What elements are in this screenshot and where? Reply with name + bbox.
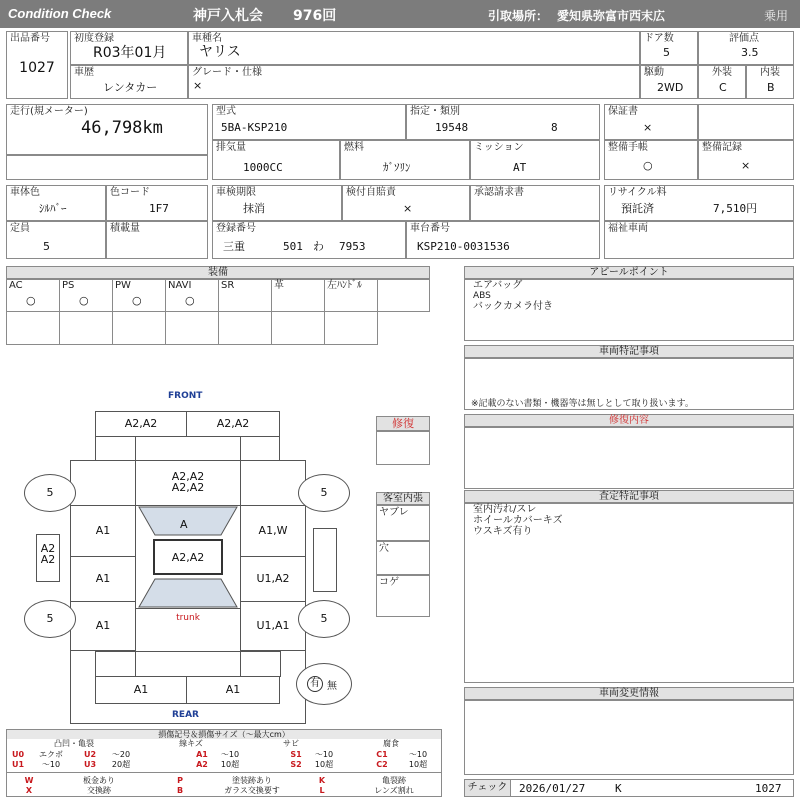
auction-name: 神戸入札会 [193,8,263,24]
rear-bumper-left: A1 [95,676,187,704]
record-value: × [741,159,751,172]
legend-desc-k: 亀裂跡 [382,776,406,785]
right-fender: A1,W [240,505,306,557]
check-date: 2026/01/27 [519,782,586,795]
front-bumper-left: A2,A2 [95,411,187,437]
check-footer [464,779,794,797]
warranty-box [604,104,698,140]
welfare-box [604,221,794,259]
assessment-title: 査定特記事項 [464,490,794,503]
legend-desc-p: 塗装跡あり [232,776,272,785]
legend-desc-c2: 10超 [408,760,428,769]
recycle-label: リサイクル料 [608,187,667,198]
exterior-label: 外装 [712,67,732,78]
mileage-box [6,104,208,155]
assessment-box [464,503,794,683]
equip-ac [6,279,60,312]
taillight-right [240,651,281,677]
grade-box [188,65,640,99]
tire-front-left: 5 [24,474,76,512]
history-label: 車歴 [74,67,94,78]
footer-lot-number: 1027 [755,782,782,795]
equip-ps-value: ○ [79,294,89,307]
score-box [698,31,794,65]
car-name-value: ヤリス [199,44,241,60]
lot-number-box [6,31,68,99]
legend-code-k: K [318,776,326,785]
legend-code-s1: S1 [290,750,302,759]
first-registration-box [70,31,188,65]
tire-rear-left: 5 [24,600,76,638]
designation-box [406,104,600,140]
appeal-title: アピールポイント [464,266,794,279]
car-diagram [0,388,376,720]
grade-value: × [193,79,203,92]
recycle-amount: 7,510円 [713,202,758,215]
legend-code-a2: A2 [196,760,208,769]
exterior-value: C [719,81,727,94]
legend-code-p: P [177,776,183,785]
mileage-value: 46,798km [81,118,163,138]
category-label: 乗用 [764,9,789,23]
drive-box [640,65,698,99]
repair-label: 修復 [376,416,430,431]
record-box [698,140,794,180]
model-value: 5BA-KSP210 [221,121,288,134]
mileage-sub-box [6,155,208,180]
manual-label: 整備手帳 [608,142,648,153]
plate-kana: わ [313,240,324,253]
interior-tear-box [376,505,430,541]
legend-desc-u3: 20超 [111,760,131,769]
legend-desc-u2: 〜20 [111,750,131,759]
hood-panel [135,460,241,506]
checker: K [615,782,622,795]
interior-hole-box [376,541,430,575]
body-color-box [6,185,106,221]
car-name-box [188,31,640,65]
assessment-line-1: 室内汚れ/スレ [473,504,537,515]
legend-code-u2: U2 [83,750,97,759]
recycle-status: 預託済 [621,202,654,215]
liability-label: 検付自賠責 [346,187,396,198]
windshield-text: A [180,518,188,531]
plate-region: 三重 [223,240,245,253]
legend-code-b: B [176,786,184,795]
hood-text-1: A2,A2 [171,470,205,483]
liability-value: × [403,202,413,215]
interior-label: 内装 [760,67,780,78]
equip-row2-7 [324,311,378,345]
body-color-label: 車体色 [10,187,40,198]
chassis-value: KSP210-0031536 [417,240,510,253]
equip-lhd [324,279,378,312]
score-label: 評価点 [729,33,759,44]
legend-code-l: L [319,786,325,795]
capacity-label: 定員 [10,223,30,234]
session-number: 976回 [293,8,337,24]
equipment-title: 装備 [6,266,430,279]
inspection-label: 車検期限 [216,187,256,198]
special-title: 車両特記事項 [464,345,794,358]
equip-pw-label: PW [115,280,131,291]
right-mirror [313,528,337,592]
legend-title: 損傷記号＆損傷サイズ（〜最大cm） [7,730,441,739]
check-label: チェック [465,780,511,796]
hood-text-2: A2,A2 [171,481,205,494]
spare-no: 無 [327,681,337,692]
rear-bumper-right: A1 [186,676,280,704]
fuel-label: 燃料 [344,142,364,153]
repair-content-box [464,427,794,489]
legend-desc-a2: 10超 [220,760,240,769]
equip-lhd-label: 左ﾊﾝﾄﾞﾙ [327,280,362,291]
drive-label: 駆動 [644,67,664,78]
fuel-box [340,140,470,180]
equip-row2-1 [6,311,60,345]
tire-front-right: 5 [298,474,350,512]
legend-group-corrosion: 腐食 [383,739,399,748]
legend-group-scratch: 線キズ [179,739,203,748]
manual-box [604,140,698,180]
trunk-panel [135,608,241,652]
legend-desc-a1: 〜10 [220,750,240,759]
capacity-value: 5 [43,240,50,253]
legend-code-c1: C1 [376,750,388,759]
taillight-left [95,651,136,677]
interior-tear-label: ヤブレ [379,507,409,518]
left-mirror [36,534,60,582]
left-rear-door: A1 [70,601,136,651]
legend-code-u1: U1 [11,760,25,769]
equip-sr-label: SR [221,280,235,291]
interior-hole-label: 穴 [379,543,389,554]
tire-rear-right: 5 [298,600,350,638]
interior-value: B [767,81,775,94]
legend-code-a1: A1 [196,750,208,759]
interior-box [746,65,794,99]
approval-box [470,185,600,221]
mission-box [470,140,600,180]
grade-label: グレード・仕様 [192,67,262,78]
assessment-line-2: ホイールカバーキズ [473,515,563,526]
classification-value: 8 [551,121,558,134]
warranty-value: × [643,121,653,134]
headlight-left [95,436,136,461]
equip-row2-5 [218,311,272,345]
plate-label: 登録番号 [216,223,256,234]
legend-desc-s1: 〜10 [314,750,334,759]
front-label: FRONT [168,391,203,401]
record-label: 整備記録 [702,142,742,153]
damage-legend [6,729,442,797]
legend-code-x: X [25,786,33,795]
headlight-right [240,436,280,461]
change-info-title: 車両変更情報 [464,687,794,700]
legend-desc-s2: 10超 [314,760,334,769]
first-registration-value: R03年01月 [93,45,167,61]
left-front-door: A1 [70,556,136,602]
right-rear-door: U1,A1 [240,601,306,651]
equipment-table [6,279,430,345]
mission-value: AT [513,161,527,174]
capacity-box [6,221,106,259]
legend-divider [7,772,441,773]
mileage-label: 走行(規メーター) [10,106,88,117]
equip-leather [271,279,325,312]
legend-desc-l: レンズ割れ [374,786,414,795]
approval-label: 承認請求書 [474,187,524,198]
designation-label: 指定・類別 [410,106,460,117]
spare-tire [296,663,352,705]
equip-ac-value: ○ [26,294,36,307]
load-label: 積載量 [110,223,140,234]
car-name-label: 車種名 [192,33,222,44]
assessment-line-3: ウスキズ有り [473,526,533,537]
history-box [70,65,188,99]
equip-row2-4 [165,311,219,345]
special-box [464,358,794,410]
repair-value-box [376,431,430,465]
legend-desc-b: ガラス交換要す [224,786,280,795]
pickup-label: 引取場所： [488,9,549,23]
model-box [212,104,406,140]
equip-navi [165,279,219,312]
recycle-box [604,185,794,221]
equip-row2-3 [112,311,166,345]
interior-damage-title: 客室内張 [376,492,430,505]
interior-burn-label: コゲ [379,577,399,588]
plate-class: 501 [283,240,303,253]
lot-number-label: 出品番号 [10,33,50,44]
plate-box [212,221,406,259]
repair-content-title: 修復内容 [464,414,794,427]
roof-panel: A2,A2 [153,539,223,575]
legend-code-c2: C2 [376,760,388,769]
displacement-value: 1000CC [243,161,283,174]
interior-burn-box [376,575,430,617]
legend-desc-u1: 〜10 [41,760,61,769]
doors-box [640,31,698,65]
manual-value: ○ [643,159,653,172]
header-bar [0,0,800,28]
legend-group-rust: サビ [283,739,299,748]
legend-desc-w: 板金あり [83,776,115,785]
equip-extra-1 [377,279,430,312]
score-value: 3.5 [741,46,759,59]
welfare-label: 福祉車両 [608,223,648,234]
warranty-label: 保証書 [608,106,638,117]
model-label: 型式 [216,106,236,117]
doors-label: ドア数 [644,33,674,44]
left-fender: A1 [70,505,136,557]
appeal-line-1: エアバッグ [473,280,523,291]
legend-desc-u0: エクボ [39,750,63,759]
first-registration-label: 初度登録 [74,33,114,44]
equip-ps-label: PS [62,280,75,291]
change-info-box [464,700,794,775]
legend-code-u0: U0 [11,750,25,759]
displacement-label: 排気量 [216,142,246,153]
inspection-value: 抹消 [243,202,265,215]
lot-number-value: 1027 [19,60,55,76]
equip-sr [218,279,272,312]
color-code-label: 色コード [110,187,150,198]
doors-value: 5 [663,46,670,59]
legend-desc-c1: 〜10 [408,750,428,759]
fuel-value: ｶﾞｿﾘﾝ [383,161,411,174]
right-front-door: U1,A2 [240,556,306,602]
color-code-box [106,185,208,221]
legend-group-dent: 凸凹・亀裂 [54,739,94,748]
appeal-line-3: バックカメラ付き [473,301,553,312]
warranty-extra-box [698,104,794,140]
inspection-box [212,185,342,221]
load-box [106,221,208,259]
legend-desc-x: 交換跡 [87,786,111,795]
trunk-label: trunk [176,613,200,623]
exterior-box [698,65,746,99]
header-title: Condition Check [8,6,112,21]
equip-ac-label: AC [9,280,23,291]
body-color-value: ｼﾙﾊﾞｰ [39,202,67,215]
appeal-box [464,279,794,341]
history-value: レンタカー [103,81,158,94]
equip-navi-label: NAVI [168,280,192,291]
chassis-label: 車台番号 [410,223,450,234]
left-mirror-text-1: A2 [40,542,56,555]
equip-row2-6 [271,311,325,345]
chassis-box [406,221,600,259]
windshield-glass [139,507,237,535]
special-note: ※記載のない書類・機器等は無しとして取り扱います。 [471,399,694,409]
plate-number: 7953 [339,240,366,253]
color-code-value: 1F7 [149,202,169,215]
mission-label: ミッション [474,142,524,153]
legend-code-w: W [24,776,34,785]
front-bumper-right: A2,A2 [186,411,280,437]
rear-label: REAR [172,710,199,720]
equip-pw-value: ○ [132,294,142,307]
rear-window-glass [139,579,237,607]
displacement-box [212,140,340,180]
equip-leather-label: 革 [274,280,284,291]
drive-value: 2WD [657,81,684,94]
pickup-location: 愛知県弥富市西末広 [557,9,666,23]
legend-code-s2: S2 [290,760,302,769]
spare-yes: 有 [307,676,323,692]
appeal-line-2: ABS [473,291,491,301]
equip-navi-value: ○ [185,294,195,307]
equip-pw [112,279,166,312]
liability-box [342,185,470,221]
left-mirror-text-2: A2 [40,553,56,566]
designation-value: 19548 [435,121,469,134]
legend-code-u3: U3 [83,760,97,769]
equip-row2-2 [59,311,113,345]
equip-ps [59,279,113,312]
